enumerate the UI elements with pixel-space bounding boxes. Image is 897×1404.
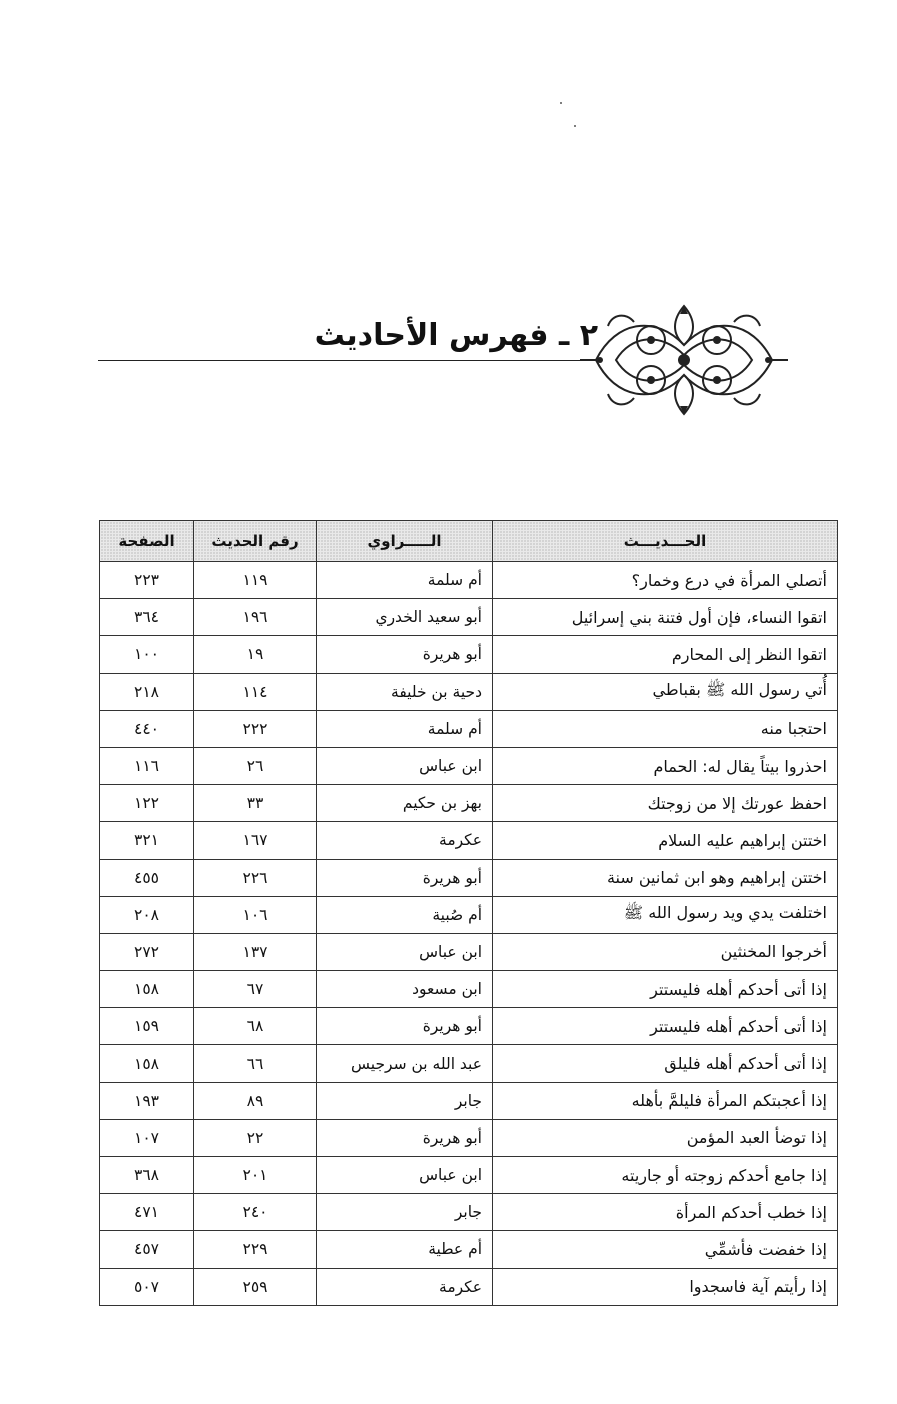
table-row	[100, 896, 838, 933]
table-header-row	[100, 521, 838, 562]
hadith-number-cell: ١٠٦	[194, 896, 317, 933]
narrator-cell: أبو هريرة	[317, 636, 493, 673]
table-row	[100, 673, 838, 710]
hadith-cell: اختتن إبراهيم وهو ابن ثمانين سنة	[493, 859, 838, 896]
table-row	[100, 1008, 838, 1045]
hadith-number-cell: ٦٦	[194, 1045, 317, 1082]
table-row	[100, 710, 838, 747]
table-row	[100, 933, 838, 970]
page-number-cell: ١٢٢	[100, 785, 194, 822]
hadith-cell: أخرجوا المخنثين	[493, 933, 838, 970]
narrator-cell: أم سلمة	[317, 562, 493, 599]
narrator-cell: أبو هريرة	[317, 1008, 493, 1045]
table-row	[100, 1045, 838, 1082]
hadith-cell: أتصلي المرأة في درع وخمار؟	[493, 562, 838, 599]
hadith-number-cell: ١٩٦	[194, 599, 317, 636]
hadith-number-cell: ٨٩	[194, 1082, 317, 1119]
hadith-number-cell: ٢٤٠	[194, 1194, 317, 1231]
hadith-cell: إذا توضأ العبد المؤمن	[493, 1119, 838, 1156]
narrator-cell: أم صُبية	[317, 896, 493, 933]
narrator-cell: أبو هريرة	[317, 859, 493, 896]
narrator-cell: أم عطية	[317, 1231, 493, 1268]
arabesque-ornament-icon	[576, 300, 792, 420]
hadith-number-cell: ١٩	[194, 636, 317, 673]
page-number-cell: ٢٠٨	[100, 896, 194, 933]
narrator-cell: جابر	[317, 1082, 493, 1119]
table-row	[100, 1231, 838, 1268]
hadith-number-cell: ١١٩	[194, 562, 317, 599]
hadith-cell: إذا خفضت فأشمِّي	[493, 1231, 838, 1268]
hadith-cell: إذا رأيتم آية فاسجدوا	[493, 1268, 838, 1305]
hadith-number-cell: ١١٤	[194, 673, 317, 710]
heading-rule	[98, 360, 598, 361]
page-title: ٢ ـ فهرس الأحاديث	[314, 318, 598, 353]
hadith-number-cell: ٢٢٢	[194, 710, 317, 747]
narrator-cell: ابن عباس	[317, 933, 493, 970]
narrator-cell: عكرمة	[317, 822, 493, 859]
table-row	[100, 599, 838, 636]
table-row	[100, 1082, 838, 1119]
narrator-cell: عكرمة	[317, 1268, 493, 1305]
hadith-number-cell: ٢٥٩	[194, 1268, 317, 1305]
narrator-cell: أبو سعيد الخدري	[317, 599, 493, 636]
column-header-narrator: الـــــراوي	[317, 521, 493, 562]
hadith-number-cell: ٢٠١	[194, 1157, 317, 1194]
hadith-cell: إذا جامع أحدكم زوجته أو جاريته	[493, 1157, 838, 1194]
page-number-cell: ٣٦٨	[100, 1157, 194, 1194]
page-number-cell: ٢٢٣	[100, 562, 194, 599]
narrator-cell: أبو هريرة	[317, 1119, 493, 1156]
page-number-cell: ٢١٨	[100, 673, 194, 710]
hadith-cell: اتقوا النظر إلى المحارم	[493, 636, 838, 673]
hadith-cell: اختتن إبراهيم عليه السلام	[493, 822, 838, 859]
narrator-cell: عبد الله بن سرجيس	[317, 1045, 493, 1082]
table-row	[100, 785, 838, 822]
section-heading	[98, 300, 838, 440]
hadith-cell: إذا أتى أحدكم أهله فليستتر	[493, 971, 838, 1008]
hadith-number-cell: ٢٢٦	[194, 859, 317, 896]
page-number-cell: ٤٥٥	[100, 859, 194, 896]
hadith-number-cell: ١٣٧	[194, 933, 317, 970]
page-number-cell: ١٥٨	[100, 971, 194, 1008]
table-row	[100, 971, 838, 1008]
narrator-cell: أم سلمة	[317, 710, 493, 747]
hadith-cell: إذا أتى أحدكم أهله فليستتر	[493, 1008, 838, 1045]
hadith-cell: اختلفت يدي ويد رسول الله ﷺ	[493, 896, 838, 933]
hadith-number-cell: ٢٢٩	[194, 1231, 317, 1268]
page-number-cell: ٥٠٧	[100, 1268, 194, 1305]
hadith-cell: إذا خطب أحدكم المرأة	[493, 1194, 838, 1231]
hadith-number-cell: ٣٣	[194, 785, 317, 822]
hadith-cell: احذروا بيتاً يقال له: الحمام	[493, 747, 838, 784]
hadith-cell: إذا أعجبتكم المرأة فليلمَّ بأهله	[493, 1082, 838, 1119]
hadith-cell: احتجبا منه	[493, 710, 838, 747]
narrator-cell: جابر	[317, 1194, 493, 1231]
hadith-index-table	[99, 520, 838, 1306]
column-header-hadith: الحـــديـــث	[493, 521, 838, 562]
table-row	[100, 1268, 838, 1305]
page-number-cell: ٤٤٠	[100, 710, 194, 747]
narrator-cell: ابن مسعود	[317, 971, 493, 1008]
page-number-cell: ١٠٧	[100, 1119, 194, 1156]
hadith-number-cell: ٦٨	[194, 1008, 317, 1045]
narrator-cell: ابن عباس	[317, 747, 493, 784]
column-header-page: الصفحة	[100, 521, 194, 562]
page-number-cell: ٣٢١	[100, 822, 194, 859]
table-row	[100, 1119, 838, 1156]
table-row	[100, 747, 838, 784]
hadith-cell: اتقوا النساء، فإن أول فتنة بني إسرائيل	[493, 599, 838, 636]
table-row	[100, 562, 838, 599]
table-row	[100, 859, 838, 896]
page-number-cell: ١١٦	[100, 747, 194, 784]
table-row	[100, 1194, 838, 1231]
hadith-number-cell: ٢٢	[194, 1119, 317, 1156]
page-number-cell: ٢٧٢	[100, 933, 194, 970]
page-number-cell: ١٥٩	[100, 1008, 194, 1045]
hadith-number-cell: ٢٦	[194, 747, 317, 784]
hadith-cell: إذا أتى أحدكم أهله فليلق	[493, 1045, 838, 1082]
narrator-cell: ابن عباس	[317, 1157, 493, 1194]
hadith-number-cell: ١٦٧	[194, 822, 317, 859]
page-number-cell: ٤٧١	[100, 1194, 194, 1231]
column-header-hadith-number: رقم الحديث	[194, 521, 317, 562]
scan-speck	[574, 125, 576, 127]
hadith-number-cell: ٦٧	[194, 971, 317, 1008]
table-row	[100, 1157, 838, 1194]
narrator-cell: دحية بن خليفة	[317, 673, 493, 710]
table-row	[100, 822, 838, 859]
table-row	[100, 636, 838, 673]
page-number-cell: ٤٥٧	[100, 1231, 194, 1268]
narrator-cell: بهز بن حكيم	[317, 785, 493, 822]
page-number-cell: ١٠٠	[100, 636, 194, 673]
hadith-cell: احفظ عورتك إلا من زوجتك	[493, 785, 838, 822]
scan-speck	[560, 102, 562, 104]
page-number-cell: ١٥٨	[100, 1045, 194, 1082]
page-number-cell: ١٩٣	[100, 1082, 194, 1119]
hadith-cell: أُتي رسول الله ﷺ بقباطي	[493, 673, 838, 710]
page-number-cell: ٣٦٤	[100, 599, 194, 636]
